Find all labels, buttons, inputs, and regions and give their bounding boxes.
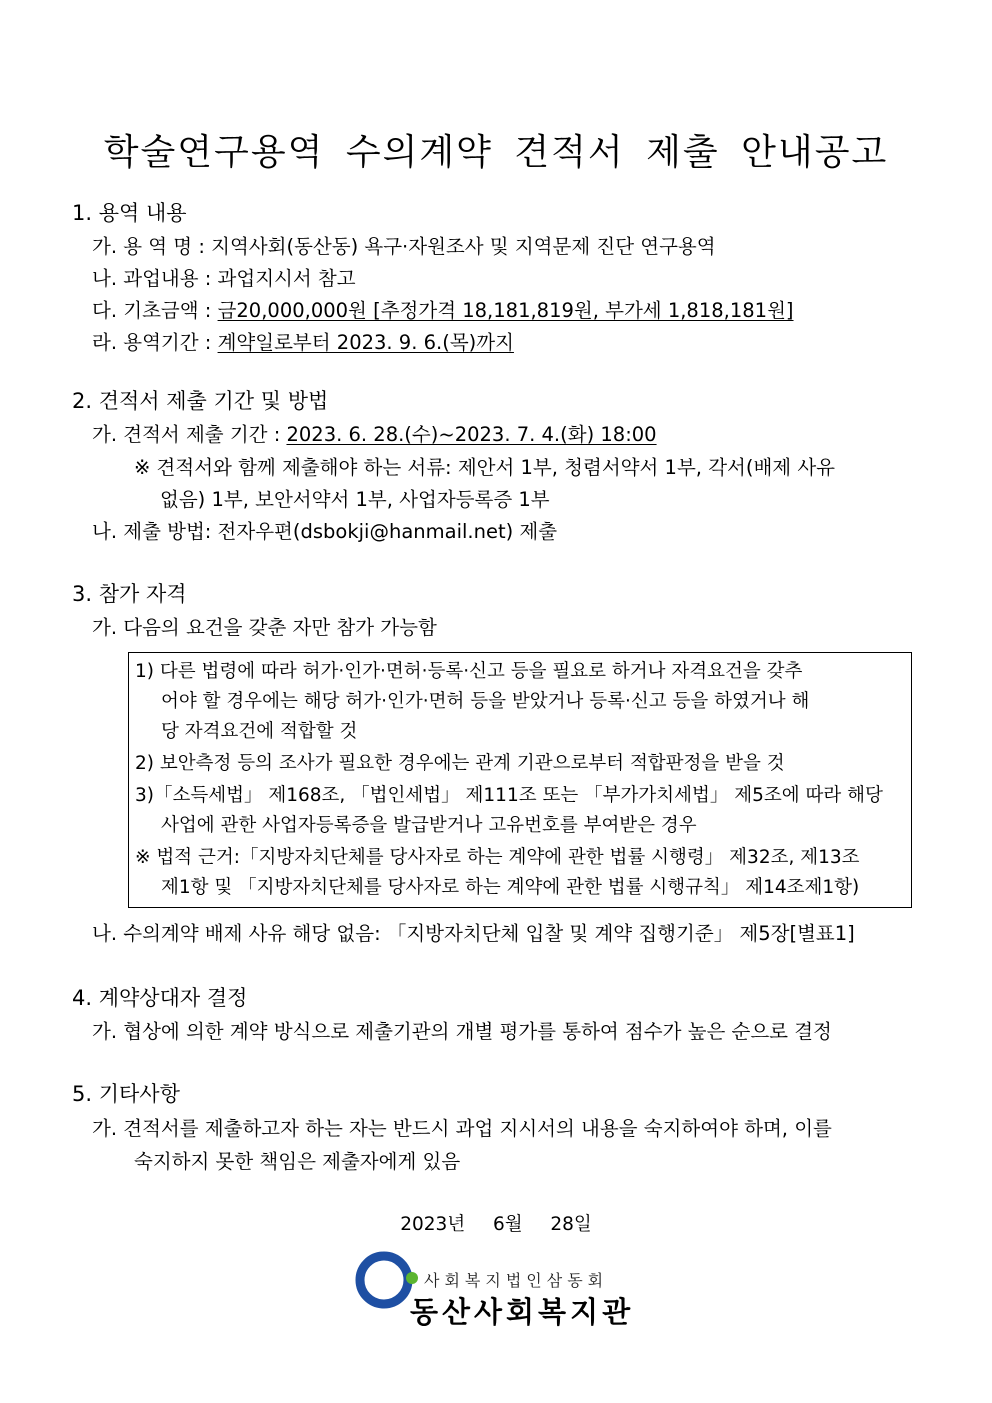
requirement-3-cont: 사업에 관한 사업자등록증을 발급받거나 고유번호를 부여받은 경우 — [161, 815, 697, 836]
requirement-1-cont: 어야 할 경우에는 해당 허가·인가·면허 등을 받았거나 등록·신고 등을 하였거나 해 — [161, 691, 810, 712]
section-1-heading: 1. 용역 내용 — [72, 201, 187, 225]
submission-period-label: 가. 견적서 제출 기간 : — [92, 423, 287, 446]
announcement-date: 2023년 6월 28일 — [400, 1214, 592, 1235]
logo-center-name: 동산사회복지관 — [410, 1295, 635, 1329]
service-name-line: 가. 용 역 명 : 지역사회(동산동) 욕구·자원조사 및 지역문제 진단 연구용역 — [92, 235, 716, 258]
base-amount-value: 금20,000,000원 [추정가격 18,181,819원, 부가세 1,818,181원] — [217, 299, 794, 322]
section-4-heading: 4. 계약상대자 결정 — [72, 986, 248, 1010]
section-3-heading: 3. 참가 자격 — [72, 582, 187, 606]
requirement-3: 3)「소득세법」 제168조, 「법인세법」 제111조 또는 「부가가치세법」 제5조에 따라 해당 — [135, 785, 883, 806]
requirement-1-cont-2: 당 자격요건에 적합할 것 — [161, 721, 358, 742]
requirement-2: 2) 보안측정 등의 조사가 필요한 경우에는 관계 기관으로부터 적합판정을 받을 것 — [135, 753, 785, 774]
base-amount-line — [92, 298, 794, 324]
section-2-heading: 2. 견적서 제출 기간 및 방법 — [72, 389, 329, 413]
misc-line-cont: 숙지하지 못한 책임은 제출자에게 있음 — [134, 1150, 461, 1173]
logo-foundation-name: 사회복지법인삼동회 — [424, 1271, 609, 1290]
legal-basis-note: ※ 법적 근거:「지방자치단체를 당사자로 하는 계약에 관한 법률 시행령」 제32조, 제13조 — [135, 847, 860, 868]
submission-period-value: 2023. 6. 28.(수)~2023. 7. 4.(화) 18:00 — [286, 423, 657, 446]
requirement-1: 1) 다른 법령에 따라 허가·인가·면허·등록·신고 등을 필요로 하거나 자격요건을 갖추 — [135, 661, 803, 682]
exclusion-line: 나. 수의계약 배제 사유 해당 없음: 「지방자치단체 입찰 및 계약 집행기준」 제5장[별표1] — [92, 922, 855, 945]
required-documents-note: ※ 견적서와 함께 제출해야 하는 서류: 제안서 1부, 청렴서약서 1부, 각서(배제 사유 — [134, 456, 836, 479]
page-title: 학술연구용역 수의계약 견적서 제출 안내공고 — [103, 132, 889, 173]
service-period-value: 계약일로부터 2023. 9. 6.(목)까지 — [217, 331, 514, 354]
submission-period-line — [92, 422, 657, 448]
misc-line: 가. 견적서를 제출하고자 하는 자는 반드시 과업 지시서의 내용을 숙지하여야 하며, 이를 — [92, 1117, 832, 1140]
legal-basis-note-cont: 제1항 및 「지방자치단체를 당사자로 하는 계약에 관한 법률 시행규칙」 제14조제1항) — [161, 877, 860, 898]
required-documents-note-cont: 없음) 1부, 보안서약서 1부, 사업자등록증 1부 — [160, 488, 550, 511]
submission-method-line: 나. 제출 방법: 전자우편(dsbokji@hanmail.net) 제출 — [92, 520, 558, 543]
eligibility-intro: 가. 다음의 요건을 갖춘 자만 참가 가능함 — [92, 616, 437, 639]
section-5-heading: 5. 기타사항 — [72, 1082, 180, 1106]
contractor-decision-line: 가. 협상에 의한 계약 방식으로 제출기관의 개별 평가를 통하여 점수가 높은 순으로 결정 — [92, 1020, 832, 1043]
eligibility-box — [128, 652, 912, 908]
service-period-label: 라. 용역기간 : — [92, 331, 218, 354]
service-period-line — [92, 330, 514, 356]
base-amount-label: 다. 기초금액 : — [92, 299, 218, 322]
task-content-line: 나. 과업내용 : 과업지시서 참고 — [92, 267, 356, 290]
